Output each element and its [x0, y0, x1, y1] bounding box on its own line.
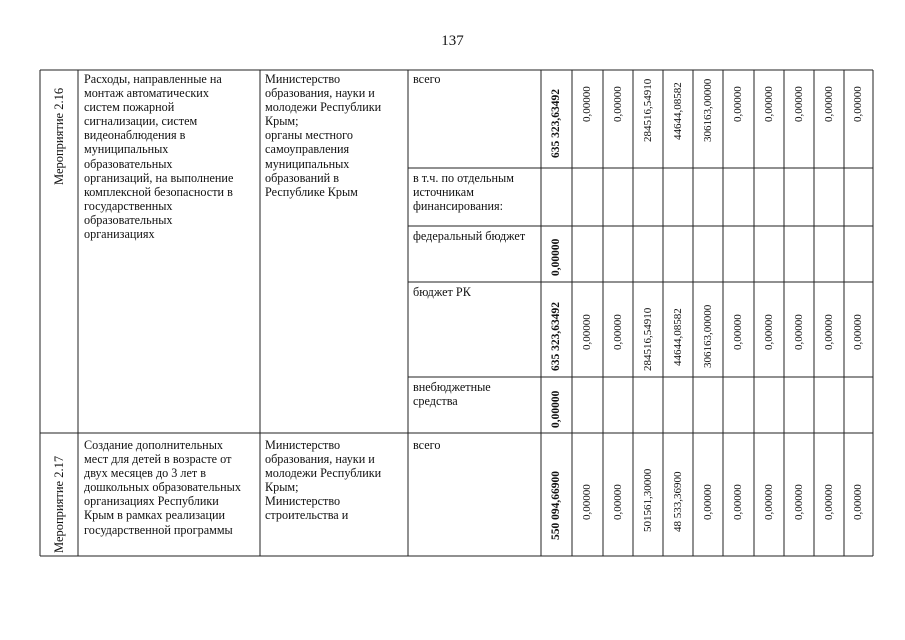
year-value: 0,00000 [823, 86, 835, 122]
year-value: 284516,54910 [642, 307, 654, 371]
year-value: 0,00000 [793, 484, 805, 520]
source-total: 635 323,63492 [550, 89, 562, 158]
year-value: 0,00000 [732, 484, 744, 520]
activity-description: Создание дополнительных мест для детей в возрасте от двух месяцев до 3 лет в дошкольных образовательных организациях Республики Крым в рамках реализации государственной программы [84, 438, 241, 537]
activity-description: Расходы, направленные на монтаж автоматических систем пожарной сигнализации, систем видеонаблюдения в муниципальных образовательных организаций, на выполнение комплексной безопасности в государственных образовательных организациях [84, 72, 234, 242]
year-value: 0,00000 [581, 86, 593, 122]
year-value: 306163,00000 [702, 78, 714, 142]
year-value: 0,00000 [852, 484, 864, 520]
source-name: внебюджетные средства [413, 380, 491, 409]
year-value: 0,00000 [612, 314, 624, 350]
year-value: 0,00000 [793, 86, 805, 122]
year-value: 0,00000 [763, 314, 775, 350]
page-number: 137 [441, 33, 464, 49]
year-value: 44644,08582 [672, 308, 684, 366]
year-value: 0,00000 [702, 484, 714, 520]
source-name: всего [413, 438, 441, 452]
year-value: 0,00000 [612, 484, 624, 520]
year-value: 48 533,36900 [672, 471, 684, 532]
source-name: федеральный бюджет [413, 229, 526, 243]
activity-executor: Министерство образования, науки и молодежи Республики Крым; органы местного самоуправления муниципальных образований в Республике Крым [265, 72, 382, 199]
year-value: 0,00000 [732, 314, 744, 350]
year-value: 0,00000 [612, 86, 624, 122]
year-value: 0,00000 [581, 314, 593, 350]
year-value: 0,00000 [793, 314, 805, 350]
year-value: 0,00000 [823, 314, 835, 350]
year-value: 0,00000 [823, 484, 835, 520]
source-name: бюджет РК [413, 285, 471, 299]
year-value: 0,00000 [852, 314, 864, 350]
year-value: 306163,00000 [702, 304, 714, 368]
activity-label: Мероприятие 2.17 [52, 455, 66, 553]
year-value: 44644,08582 [672, 82, 684, 140]
year-value: 0,00000 [763, 484, 775, 520]
year-value: 284516,54910 [642, 78, 654, 142]
source-total: 635 323,63492 [550, 302, 562, 371]
source-total: 0,00000 [550, 238, 562, 276]
activity-label: Мероприятие 2.16 [52, 87, 66, 185]
year-value: 0,00000 [581, 484, 593, 520]
source-total: 0,00000 [550, 390, 562, 428]
year-value: 501561,30000 [642, 468, 654, 532]
source-total: 550 094,66900 [550, 471, 562, 540]
source-name: в т.ч. по отдельным источникам финансирования: [413, 171, 514, 214]
year-value: 0,00000 [732, 86, 744, 122]
activity-executor: Министерство образования, науки и молодежи Республики Крым; Министерство строительства и [265, 438, 382, 523]
year-value: 0,00000 [763, 86, 775, 122]
year-value: 0,00000 [852, 86, 864, 122]
source-name: всего [413, 72, 441, 86]
